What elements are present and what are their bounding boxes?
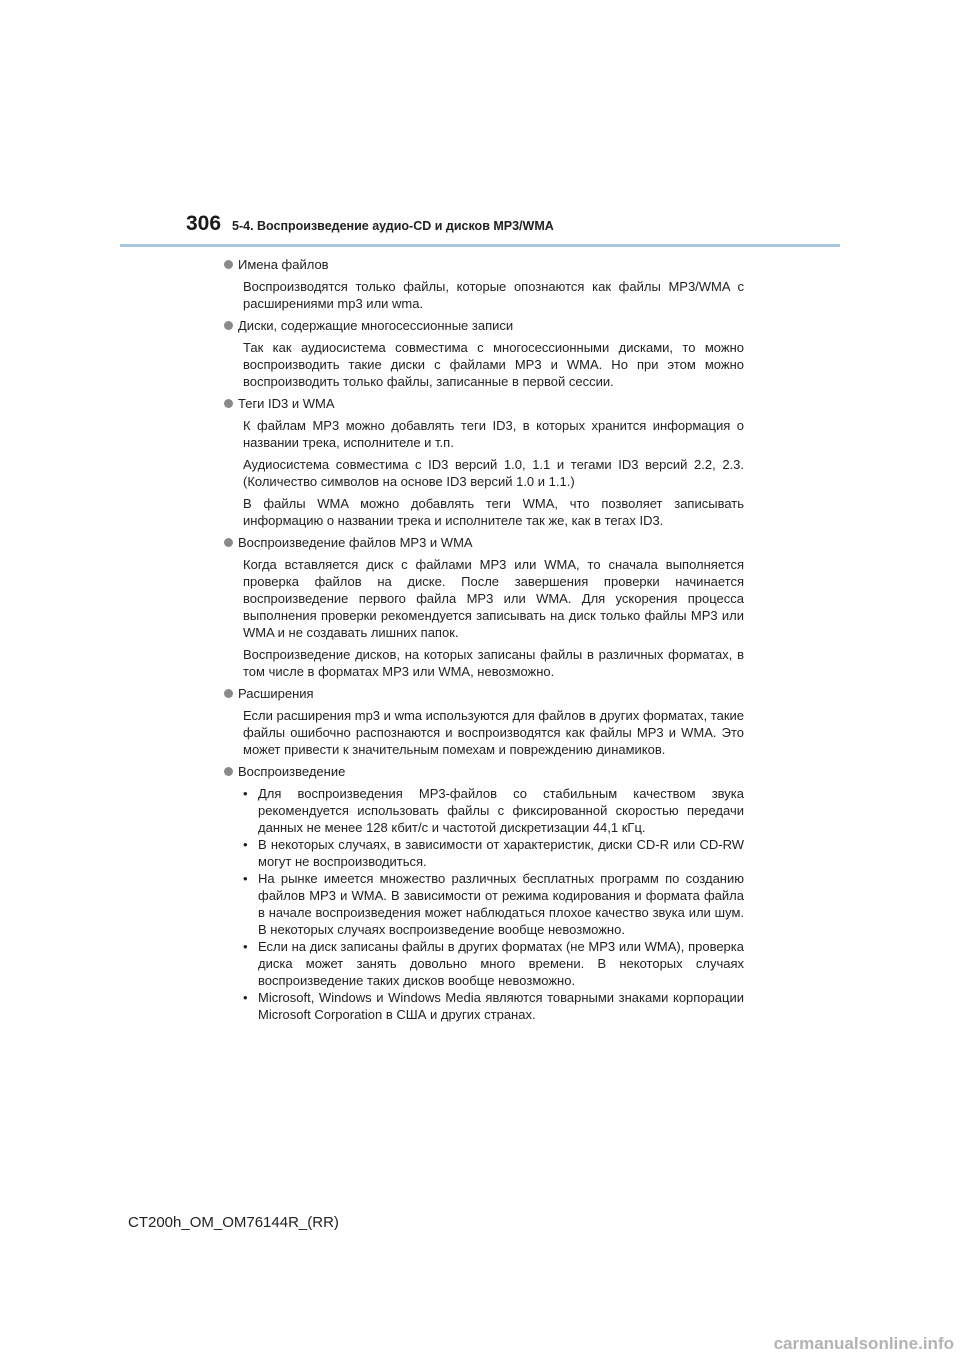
section-playback-files — [224, 534, 744, 680]
section-tags — [224, 395, 744, 529]
paragraph: Аудиосистема совместима с ID3 версий 1.0, 1.1 и тегами ID3 версий 2.2, 2.3. (Количество символов на основе ID3 версий 1.0 и 1.1.) — [243, 457, 744, 489]
header-rule — [120, 244, 840, 247]
paragraph: Когда вставляется диск с файлами MP3 или WMA, то сначала выполняется проверка файлов на диске. После завершения проверки начинается воспроизведение первого файла MP3 или WMA. Для ускорения процесса выполнения проверки рекомендуется записывать на диск только файлы MP3 или WMA и не создавать лишних папок. — [243, 557, 744, 640]
watermark: carmanualsonline.info — [773, 1334, 954, 1353]
bullet-circle-icon — [224, 321, 233, 330]
section-heading-text: Воспроизведение файлов MP3 и WMA — [238, 535, 473, 550]
list-item — [243, 870, 744, 938]
bullet-circle-icon — [224, 689, 233, 698]
content — [224, 256, 744, 1025]
paragraph: Воспроизводятся только файлы, которые опознаются как файлы MP3/WMA с расширениями mp3 или wma. — [243, 279, 744, 311]
bullet-dot-icon: • — [243, 786, 248, 801]
section-title: 5-4. Воспроизведение аудио-CD и дисков MP3/WMA — [232, 219, 554, 233]
list-item-text: В некоторых случаях, в зависимости от характеристик, диски CD-R или CD-RW могут не воспроизводиться. — [258, 837, 744, 869]
section-heading — [224, 685, 744, 702]
bullet-dot-icon: • — [243, 939, 248, 954]
section-heading — [224, 317, 744, 334]
section-heading-text: Диски, содержащие многосессионные записи — [238, 318, 514, 333]
bullet-circle-icon — [224, 538, 233, 547]
paragraph: Так как аудиосистема совместима с многосессионными дисками, то можно воспроизводить такие диски с файлами MP3 и WMA. Но при этом можно воспроизводить только файлы, записанные в первой сессии. — [243, 340, 744, 389]
bullet-circle-icon — [224, 399, 233, 408]
section-extensions — [224, 685, 744, 758]
list-item — [243, 938, 744, 989]
list-item-text: Для воспроизведения MP3-файлов со стабильным качеством звука рекомендуется использовать файлы с фиксированной скоростью передачи данных не менее 128 кбит/с и частотой дискретизации 44,1 кГц. — [258, 786, 744, 835]
bullet-dot-icon: • — [243, 871, 248, 886]
paragraph: Воспроизведение дисков, на которых записаны файлы в различных форматах, в том числе в форматах MP3 или WMA, невозможно. — [243, 647, 744, 679]
playback-list — [243, 785, 744, 1023]
section-heading — [224, 763, 744, 780]
section-heading-text: Расширения — [238, 686, 314, 701]
section-heading — [224, 256, 744, 273]
section-heading-text: Теги ID3 и WMA — [238, 396, 335, 411]
paragraph: Если расширения mp3 и wma используются для файлов в других форматах, такие файлы ошибочно распознаются и воспроизводятся как файлы MP3 и WMA. Это может привести к значительным помехам и повреждению динамиков. — [243, 708, 744, 757]
section-heading-text: Воспроизведение — [238, 764, 346, 779]
bullet-circle-icon — [224, 767, 233, 776]
list-item-text: Microsoft, Windows и Windows Media являются товарными знаками корпорации Microsoft Corporation в США и других странах. — [258, 990, 744, 1022]
bullet-dot-icon: • — [243, 990, 248, 1005]
footer-manual-code: CT200h_OM_OM76144R_(RR) — [128, 1214, 339, 1231]
section-playback — [224, 763, 744, 1023]
paragraph: В файлы WMA можно добавлять теги WMA, что позволяет записывать информацию о названии трека и исполнителе так же, как в тегах ID3. — [243, 496, 744, 528]
list-item-text: На рынке имеется множество различных бесплатных программ по созданию файлов MP3 и WMA. В зависимости от режима кодирования и формата файла в начале воспроизведения может наблюдаться плохое качество звука или шум. В некоторых случаях воспроизведение вообще невозможно. — [258, 871, 744, 937]
section-file-names — [224, 256, 744, 312]
section-heading-text: Имена файлов — [238, 257, 329, 272]
section-heading — [224, 534, 744, 551]
bullet-circle-icon — [224, 260, 233, 269]
page-number: 306 — [186, 212, 222, 235]
bullet-dot-icon: • — [243, 837, 248, 852]
list-item — [243, 836, 744, 870]
paragraph: К файлам MP3 можно добавлять теги ID3, в которых хранится информация о названии трека, исполнителе и т.п. — [243, 418, 744, 450]
list-item — [243, 785, 744, 836]
list-item-text: Если на диск записаны файлы в других форматах (не MP3 или WMA), проверка диска может занять довольно много времени. В некоторых случаях воспроизведение таких дисков вообще невозможно. — [258, 939, 744, 988]
section-multisession — [224, 317, 744, 390]
list-item — [243, 989, 744, 1023]
section-heading — [224, 395, 744, 412]
